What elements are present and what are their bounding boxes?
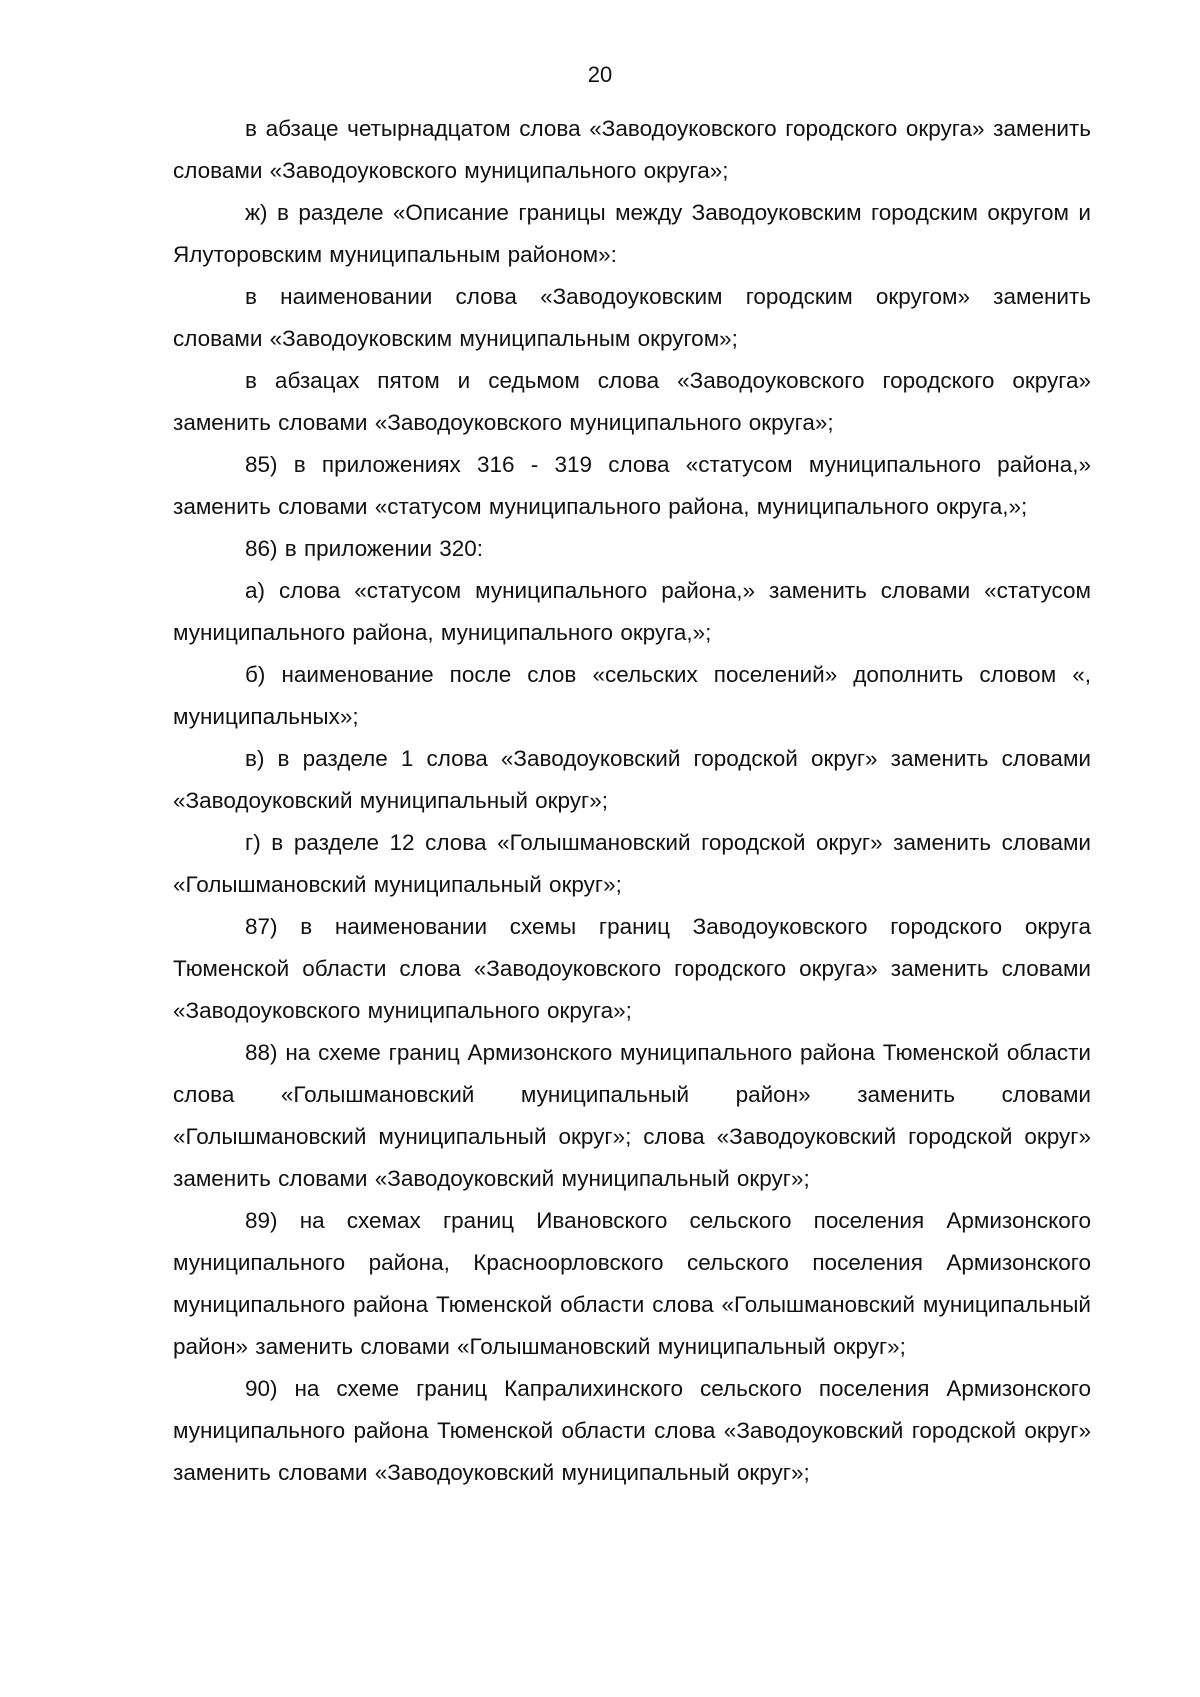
paragraph: в абзацах пятом и седьмом слова «Заводоуковского городского округа» заменить словами «Заводоуковского муниципального округа»; xyxy=(173,368,1091,435)
paragraph: г) в разделе 12 слова «Голышмановский городской округ» заменить словами «Голышмановский муниципальный округ»; xyxy=(173,830,1091,897)
paragraph: 90) на схеме границ Капралихинского сельского поселения Армизонского муниципального района Тюменской области слова «Заводоуковский городской округ» заменить словами «Заводоуковский муниципальный округ»; xyxy=(173,1376,1091,1485)
paragraph: 85) в приложениях 316 - 319 слова «статусом муниципального района,» заменить словами «статусом муниципального района, муниципального округа,»; xyxy=(173,452,1091,519)
paragraph: 86) в приложении 320: xyxy=(245,536,484,561)
paragraph: в наименовании слова «Заводоуковским городским округом» заменить словами «Заводоуковским муниципальным округом»; xyxy=(173,284,1091,351)
page-number: 20 xyxy=(587,62,613,87)
paragraph: 87) в наименовании схемы границ Заводоуковского городского округа Тюменской области слова «Заводоуковского городского округа» заменить словами «Заводоуковского муниципального округа»; xyxy=(173,914,1091,1023)
paragraph: а) слова «статусом муниципального района,» заменить словами «статусом муниципального района, муниципального округа,»; xyxy=(173,578,1091,645)
paragraph: 88) на схеме границ Армизонского муниципального района Тюменской области слова «Голышмановский муниципальный район» заменить словами «Голышмановский муниципальный округ»; слова «Заводоуковский городской округ» заменить словами «Заводоуковский муниципальный округ»; xyxy=(173,1040,1091,1191)
paragraph: в) в разделе 1 слова «Заводоуковский городской округ» заменить словами «Заводоуковский муниципальный округ»; xyxy=(173,746,1091,813)
document-body xyxy=(173,108,1091,1494)
paragraph: в абзаце четырнадцатом слова «Заводоуковского городского округа» заменить словами «Заводоуковского муниципального округа»; xyxy=(173,116,1091,183)
paragraph: б) наименование после слов «сельских поселений» дополнить словом «, муниципальных»; xyxy=(173,662,1091,729)
paragraph: ж) в разделе «Описание границы между Заводоуковским городским округом и Ялуторовским муниципальным районом»: xyxy=(173,200,1091,267)
paragraph: 89) на схемах границ Ивановского сельского поселения Армизонского муниципального района, Красноорловского сельского поселения Армизонского муниципального района Тюменской области слова «Голышмановский муниципальный район» заменить словами «Голышмановский муниципальный округ»; xyxy=(173,1208,1091,1359)
